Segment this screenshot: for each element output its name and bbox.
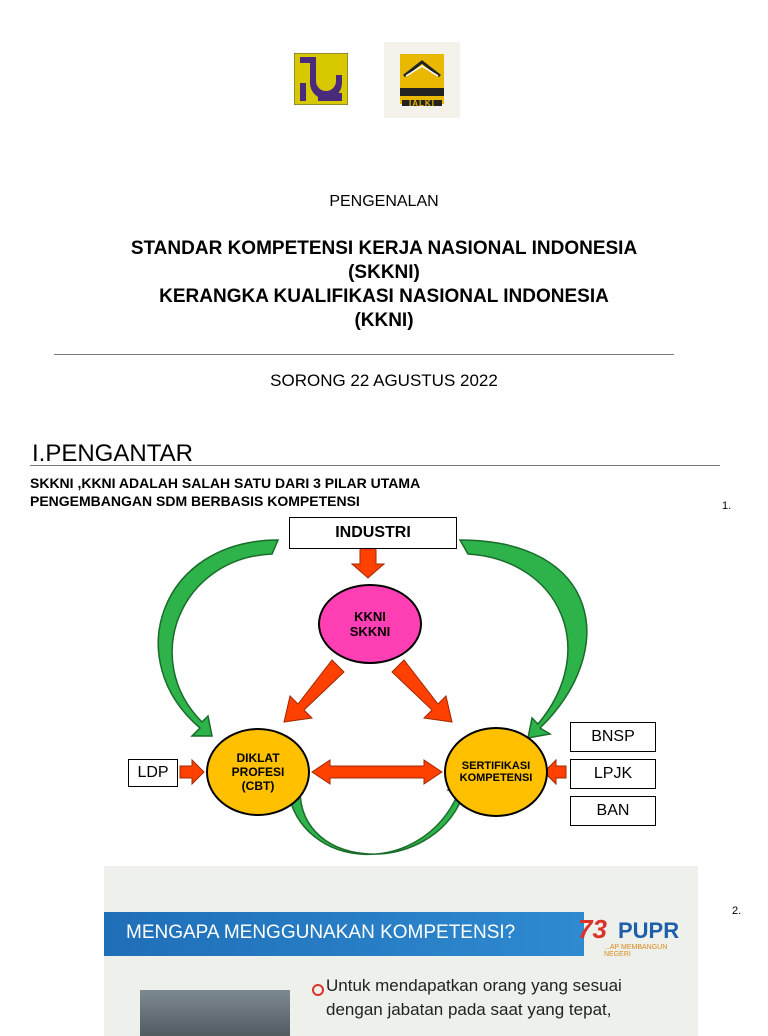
ban-box: BAN xyxy=(570,796,656,826)
photo-banner-text: MENGAPA MENGGUNAKAN KOMPETENSI? xyxy=(126,922,516,943)
bnsp-box: BNSP xyxy=(570,722,656,752)
title-line-4: (KKNI) xyxy=(354,310,414,331)
center-line-2: SKKNI xyxy=(349,624,391,639)
pupr-logo xyxy=(294,53,348,105)
photo-image xyxy=(140,990,290,1036)
sert-line-1: SERTIFIKASI xyxy=(461,760,531,772)
bullet-icon xyxy=(312,984,324,996)
ialki-logo-text: IALKI xyxy=(409,99,435,108)
date-line: SORONG 22 AGUSTUS 2022 xyxy=(270,371,498,390)
photo-banner xyxy=(104,912,584,956)
title-line-2: (SKKNI) xyxy=(348,262,420,283)
kkni-skkni-circle xyxy=(318,584,422,664)
industri-box: INDUSTRI xyxy=(289,517,457,549)
page-marker-1: 1. xyxy=(722,500,732,512)
diklat-circle xyxy=(206,728,310,816)
sert-line-2: KOMPETENSI xyxy=(459,772,533,784)
logo-number: 73 xyxy=(578,914,607,944)
pupr-anniversary-logo xyxy=(574,912,694,956)
red-arrow-left-diag xyxy=(284,660,344,722)
photo-slide xyxy=(104,866,698,1036)
ialki-logo xyxy=(384,42,460,118)
intro-line-1: SKKNI ,KKNI ADALAH SALAH SATU DARI 3 PILAR UTAMA xyxy=(30,475,421,491)
logo-sub: ...AP MEMBANGUN NEGERI xyxy=(604,944,668,958)
sertifikasi-circle xyxy=(444,727,548,817)
title-divider xyxy=(54,354,674,355)
logo-text: PUPR xyxy=(618,918,680,943)
bullet-line-1: Untuk mendapatkan orang yang sesuai xyxy=(326,976,622,995)
pretitle: PENGENALAN xyxy=(329,193,439,210)
ldp-box: LDP xyxy=(128,759,178,787)
page-marker-2: 2. xyxy=(732,905,742,917)
bullet-line-2: dengan jabatan pada saat yang tepat, xyxy=(326,1000,612,1019)
title-line-1: STANDAR KOMPETENSI KERJA NASIONAL INDONESIA xyxy=(130,238,638,259)
diklat-line-1: DIKLAT xyxy=(236,751,280,765)
diklat-line-2: PROFESI xyxy=(231,765,285,779)
green-arrow-bottom xyxy=(288,780,470,854)
green-arrow-right xyxy=(460,540,587,738)
section-divider xyxy=(30,465,720,466)
red-arrow-horizontal xyxy=(312,760,442,784)
center-line-1: KKNI xyxy=(354,609,386,624)
diklat-line-3: (CBT) xyxy=(241,779,275,793)
title-line-3: KERANGKA KUALIFIKASI NASIONAL INDONESIA xyxy=(159,286,609,307)
section-heading: I.PENGANTAR xyxy=(32,440,193,467)
green-arrow-left xyxy=(158,540,278,736)
intro-line-2: PENGEMBANGAN SDM BERBASIS KOMPETENSI xyxy=(30,493,360,509)
lpjk-box: LPJK xyxy=(570,759,656,789)
red-arrow-down xyxy=(352,548,384,578)
red-arrow-ldp xyxy=(180,760,204,784)
red-arrow-right-diag xyxy=(392,660,452,722)
